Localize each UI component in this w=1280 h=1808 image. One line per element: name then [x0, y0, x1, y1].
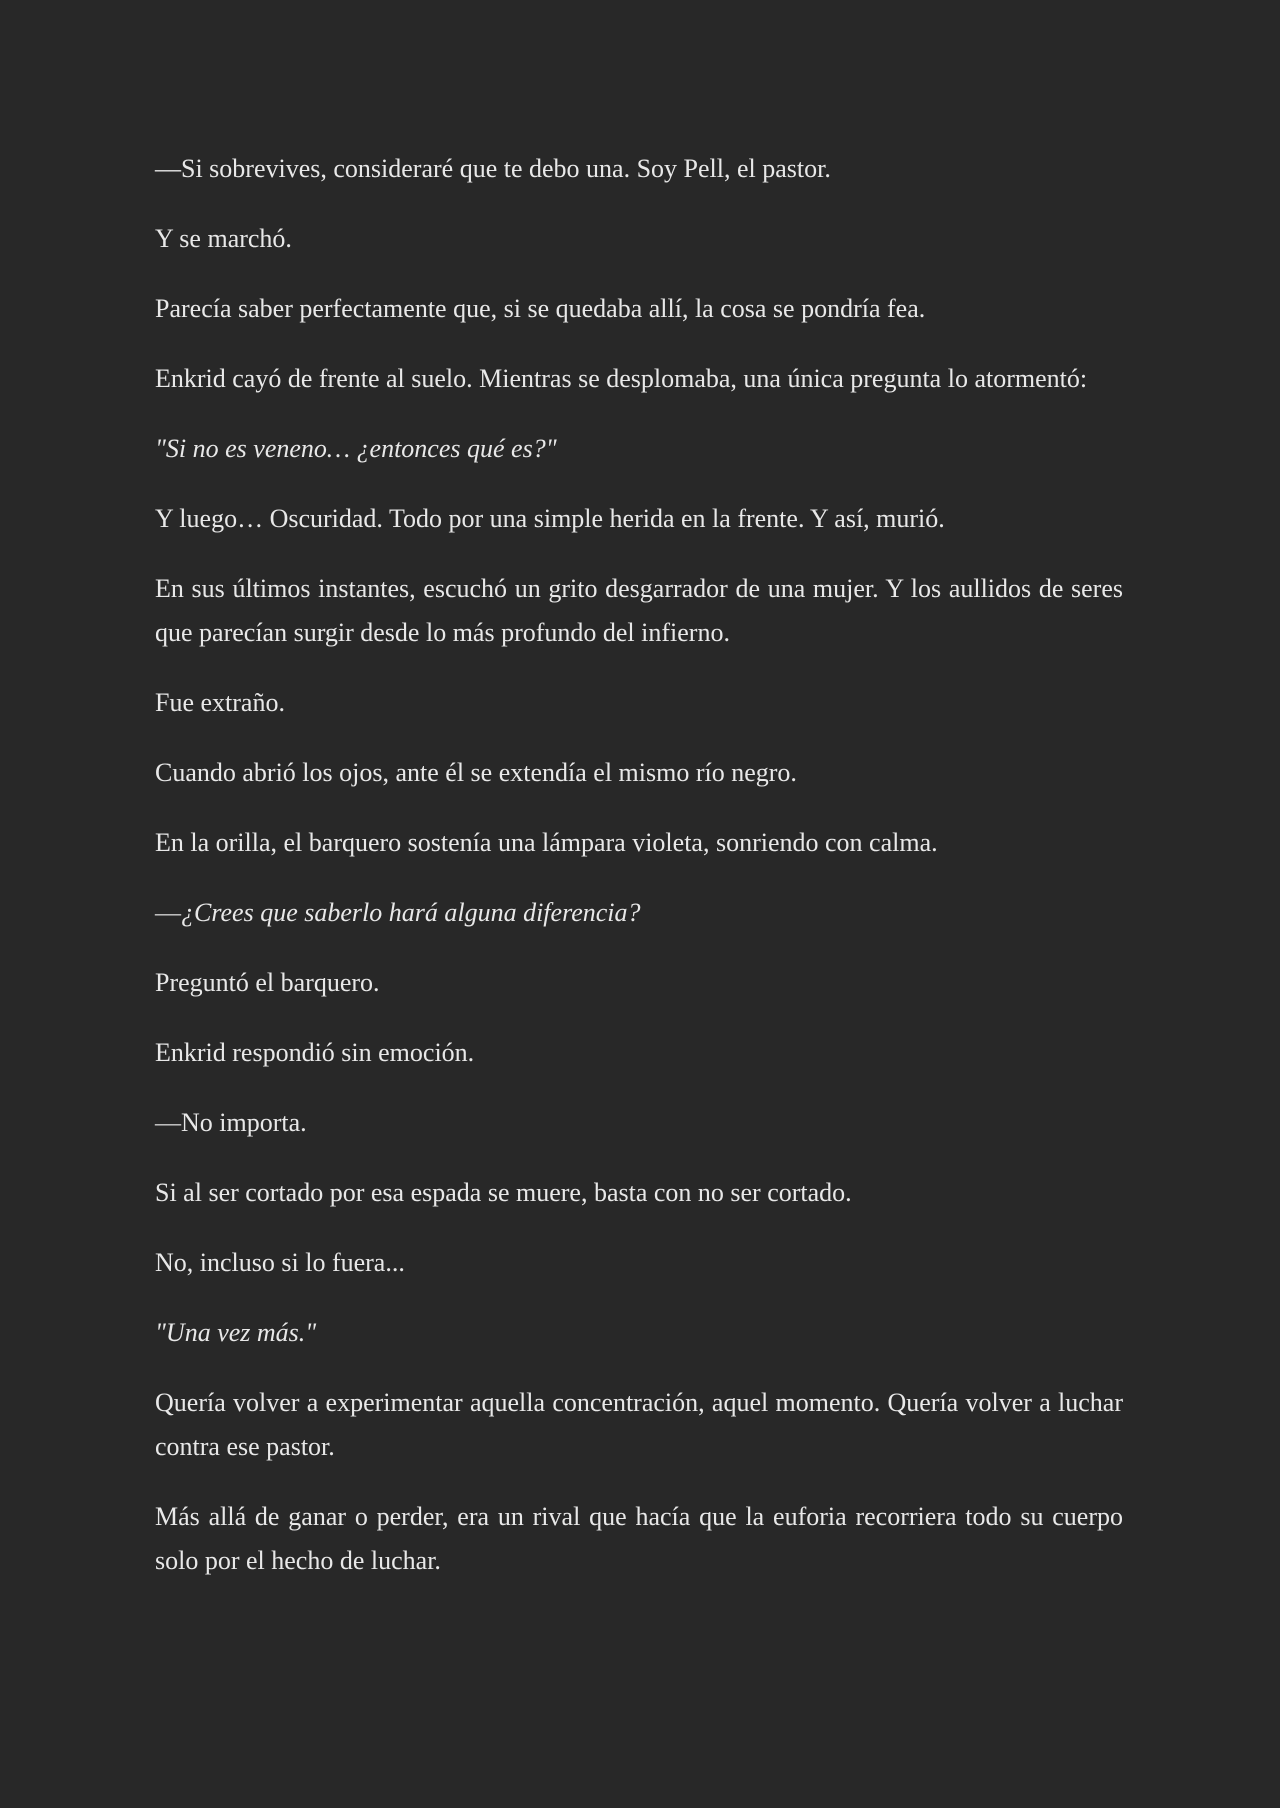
paragraph-12: Preguntó el barquero.	[155, 968, 380, 997]
paragraph-14-dialogue	[155, 1101, 1123, 1145]
paragraph-18: Quería volver a experimentar aquella concentración, aquel momento. Quería volver a luchar contra ese pastor.	[155, 1388, 1123, 1461]
paragraph-13: Enkrid respondió sin emoción.	[155, 1038, 475, 1067]
paragraph-2: Y se marchó.	[155, 224, 292, 253]
paragraph-6: Y luego… Oscuridad. Todo por una simple herida en la frente. Y así, murió.	[155, 504, 945, 533]
paragraph-4: Enkrid cayó de frente al suelo. Mientras se desplomaba, una única pregunta lo atormentó:	[155, 364, 1088, 393]
dialogue-text: No importa.	[181, 1108, 307, 1137]
paragraph-10: En la orilla, el barquero sostenía una lámpara violeta, sonriendo con calma.	[155, 828, 938, 857]
reader-page	[155, 147, 1123, 1609]
paragraph-11-dialogue	[155, 891, 1123, 935]
paragraph-17-thought: "Una vez más."	[155, 1318, 317, 1347]
dialogue-text: ¿Crees que saberlo hará alguna diferencia?	[181, 898, 641, 927]
paragraph-15: Si al ser cortado por esa espada se muere, basta con no ser cortado.	[155, 1178, 852, 1207]
paragraph-3: Parecía saber perfectamente que, si se quedaba allí, la cosa se pondría fea.	[155, 294, 926, 323]
dialogue-dash: —	[155, 1108, 181, 1137]
dialogue-dash: —	[155, 898, 181, 927]
paragraph-1: —Si sobrevives, consideraré que te debo una. Soy Pell, el pastor.	[155, 154, 831, 183]
paragraph-7: En sus últimos instantes, escuchó un grito desgarrador de una mujer. Y los aullidos de seres que parecían surgir desde lo más profundo del infierno.	[155, 574, 1123, 647]
paragraph-9: Cuando abrió los ojos, ante él se extendía el mismo río negro.	[155, 758, 797, 787]
paragraph-16: No, incluso si lo fuera...	[155, 1248, 405, 1277]
paragraph-5-thought: "Si no es veneno… ¿entonces qué es?"	[155, 434, 557, 463]
paragraph-8: Fue extraño.	[155, 688, 285, 717]
paragraph-19: Más allá de ganar o perder, era un rival que hacía que la euforia recorriera todo su cuerpo solo por el hecho de luchar.	[155, 1502, 1123, 1575]
